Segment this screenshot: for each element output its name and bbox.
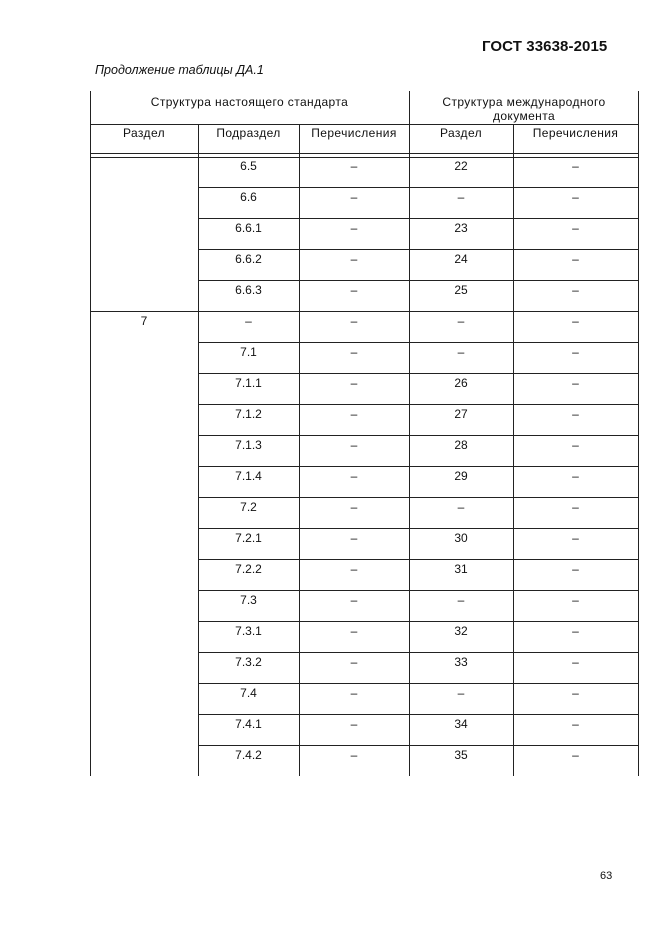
- cell-subsection: 7.1.4: [235, 469, 262, 483]
- row-separator: [198, 745, 638, 746]
- cell-subsection: 7.2.2: [235, 562, 262, 576]
- cell-intl-section: –: [457, 686, 465, 700]
- cell-intl-enumerations: –: [572, 221, 579, 235]
- row-separator: [198, 590, 638, 591]
- cell-intl-section: 24: [454, 252, 468, 266]
- cell-subsection: 7.3.2: [235, 655, 262, 669]
- group-header-international-line1: Структура международного: [442, 95, 606, 109]
- column-header-intl-enumerations: Перечисления: [532, 126, 619, 140]
- cell-enumerations: –: [350, 500, 358, 514]
- group-header-national: Структура настоящего стандарта: [150, 95, 349, 109]
- row-separator: [198, 497, 638, 498]
- cell-intl-enumerations: –: [572, 190, 579, 204]
- cell-subsection: 7.1: [240, 345, 257, 359]
- row-separator: [198, 373, 638, 374]
- row-separator: [198, 342, 638, 343]
- cell-enumerations: –: [350, 407, 358, 421]
- row-separator: [198, 652, 638, 653]
- cell-intl-enumerations: –: [572, 686, 579, 700]
- cell-subsection: 7.3.1: [235, 624, 262, 638]
- cell-subsection: 6.6.2: [235, 252, 262, 266]
- cell-intl-section: 25: [454, 283, 468, 297]
- cell-intl-section: 32: [454, 624, 468, 638]
- cell-intl-section: 30: [454, 531, 468, 545]
- cell-subsection: 7.1.3: [235, 438, 262, 452]
- cell-enumerations: –: [350, 686, 358, 700]
- cell-intl-enumerations: –: [572, 407, 579, 421]
- cell-intl-enumerations: –: [572, 283, 579, 297]
- header-rule: [90, 157, 638, 158]
- cell-intl-section: –: [457, 190, 465, 204]
- cell-intl-section: 35: [454, 748, 468, 762]
- cell-subsection: 6.6.3: [235, 283, 262, 297]
- row-separator: [198, 187, 638, 188]
- cell-enumerations: –: [350, 562, 358, 576]
- row-separator: [198, 218, 638, 219]
- column-header-subsection: Подраздел: [216, 126, 281, 140]
- cell-intl-section: 27: [454, 407, 468, 421]
- cell-subsection: 6.5: [240, 159, 257, 173]
- cell-intl-enumerations: –: [572, 562, 579, 576]
- cell-enumerations: –: [350, 593, 358, 607]
- row-separator: [198, 249, 638, 250]
- cell-subsection: 6.6: [240, 190, 257, 204]
- cell-subsection: 7.2: [240, 500, 257, 514]
- row-separator: [198, 714, 638, 715]
- column-header-enumerations: Перечисления: [311, 126, 397, 140]
- cell-intl-enumerations: –: [572, 748, 579, 762]
- header-group-rule: [90, 124, 638, 125]
- cell-enumerations: –: [350, 438, 358, 452]
- cell-subsection: 7.3: [240, 593, 257, 607]
- document-code: ГОСТ 33638-2015: [482, 38, 608, 55]
- cell-section: 7: [140, 314, 148, 328]
- column-header-intl-section: Раздел: [439, 126, 483, 140]
- cell-subsection: 7.4.2: [235, 748, 262, 762]
- cell-subsection: 7.4: [240, 686, 257, 700]
- cell-intl-section: 31: [454, 562, 468, 576]
- cell-enumerations: –: [350, 624, 358, 638]
- cell-enumerations: –: [350, 190, 358, 204]
- cell-intl-section: –: [457, 345, 465, 359]
- row-separator: [198, 621, 638, 622]
- cell-enumerations: –: [350, 376, 358, 390]
- cell-intl-enumerations: –: [572, 159, 579, 173]
- cell-intl-enumerations: –: [572, 438, 579, 452]
- cell-intl-section: 34: [454, 717, 468, 731]
- cell-intl-section: –: [457, 314, 465, 328]
- cell-intl-enumerations: –: [572, 593, 579, 607]
- cell-subsection: 7.1.2: [235, 407, 262, 421]
- cell-subsection: 7.4.1: [235, 717, 262, 731]
- cell-enumerations: –: [350, 345, 358, 359]
- table-border-left: [90, 91, 91, 776]
- cell-intl-enumerations: –: [572, 717, 579, 731]
- table-continuation-caption: Продолжение таблицы ДА.1: [95, 63, 264, 77]
- group-header-international-line2: документа: [492, 109, 556, 123]
- cell-intl-enumerations: –: [572, 345, 579, 359]
- row-separator: [198, 683, 638, 684]
- cell-intl-section: 28: [454, 438, 468, 452]
- cell-enumerations: –: [350, 748, 358, 762]
- cell-intl-enumerations: –: [572, 500, 579, 514]
- row-separator: [198, 280, 638, 281]
- cell-intl-section: –: [457, 593, 465, 607]
- row-separator: [90, 311, 638, 312]
- cell-subsection: 7.2.1: [235, 531, 262, 545]
- cell-intl-enumerations: –: [572, 314, 579, 328]
- page-number: 63: [600, 870, 613, 882]
- cell-intl-enumerations: –: [572, 655, 579, 669]
- cell-enumerations: –: [350, 252, 358, 266]
- row-separator: [198, 404, 638, 405]
- cell-intl-section: 22: [454, 159, 468, 173]
- row-separator: [198, 466, 638, 467]
- cell-intl-enumerations: –: [572, 624, 579, 638]
- cell-subsection: 7.1.1: [235, 376, 262, 390]
- cell-intl-enumerations: –: [572, 252, 579, 266]
- row-separator: [198, 435, 638, 436]
- cell-intl-enumerations: –: [572, 376, 579, 390]
- row-separator: [198, 528, 638, 529]
- cell-enumerations: –: [350, 531, 358, 545]
- cell-subsection: 6.6.1: [235, 221, 262, 235]
- cell-intl-section: –: [457, 500, 465, 514]
- cell-intl-enumerations: –: [572, 531, 579, 545]
- row-separator: [198, 559, 638, 560]
- cell-intl-section: 26: [454, 376, 468, 390]
- cell-intl-enumerations: –: [572, 469, 579, 483]
- cell-enumerations: –: [350, 283, 358, 297]
- cell-enumerations: –: [350, 717, 358, 731]
- cell-enumerations: –: [350, 655, 358, 669]
- cell-intl-section: 29: [454, 469, 468, 483]
- cell-enumerations: –: [350, 221, 358, 235]
- column-header-section: Раздел: [122, 126, 166, 140]
- cell-subsection: –: [245, 314, 252, 328]
- header-rule: [90, 153, 638, 154]
- table-border-right: [638, 91, 639, 776]
- cell-enumerations: –: [350, 469, 358, 483]
- cell-intl-section: 33: [454, 655, 468, 669]
- cell-enumerations: –: [350, 159, 358, 173]
- cell-enumerations: –: [350, 314, 358, 328]
- cell-intl-section: 23: [454, 221, 468, 235]
